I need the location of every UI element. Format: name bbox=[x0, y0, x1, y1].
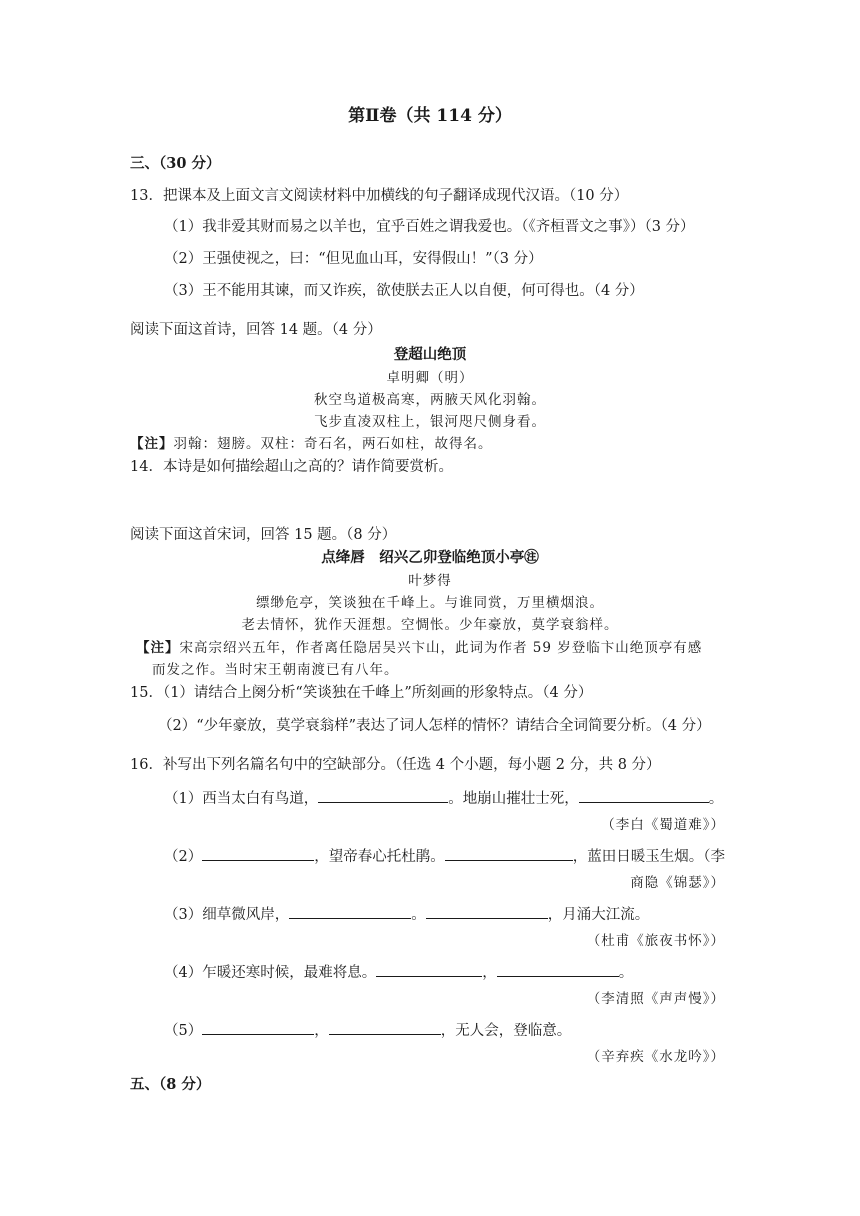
q16-item-2 bbox=[164, 844, 725, 867]
section-3-heading: 三、（30 分） bbox=[130, 155, 221, 172]
section-5-heading: 五、（8 分） bbox=[130, 1076, 211, 1093]
item-text: （2） bbox=[164, 849, 203, 865]
poem1-author: 卓明卿（明） bbox=[386, 370, 474, 386]
item-text: （1）西当太白有鸟道， bbox=[164, 791, 319, 807]
answer-blank[interactable] bbox=[426, 902, 548, 919]
answer-blank[interactable] bbox=[445, 844, 573, 861]
q16-item-4 bbox=[164, 960, 633, 983]
q13-item-2: （2）王强使视之，曰：“但见血山耳，安得假山！”（3 分） bbox=[164, 251, 543, 267]
q16-source-3: （杜甫《旅夜书怀》） bbox=[586, 933, 725, 949]
q16-source-2: 商隐《锦瑟》） bbox=[630, 875, 725, 891]
poem2-note-line-1 bbox=[136, 638, 702, 658]
item-text: 。 bbox=[618, 965, 634, 981]
poem2-line-1: 缥缈危亭，笑谈独在千峰上。与谁同赏，万里横烟浪。 bbox=[256, 595, 604, 611]
item-text: （3）细草微风岸， bbox=[164, 907, 290, 923]
item-text: （5） bbox=[164, 1023, 203, 1039]
q15-part-2: （2）“少年豪放，莫学衰翁样”表达了词人怎样的情怀？请结合全词简要分析。（4 分） bbox=[158, 718, 711, 734]
item-text: 。地崩山摧壮士死， bbox=[448, 791, 579, 807]
poem1-intro: 阅读下面这首诗，回答 14 题。（4 分） bbox=[130, 322, 382, 338]
answer-blank[interactable] bbox=[202, 844, 314, 861]
q16-source-5: （辛弃疾《水龙吟》） bbox=[586, 1049, 725, 1065]
item-text: ，蓝田日暖玉生烟。（李 bbox=[572, 849, 725, 865]
q16-source-4: （李清照《声声慢》） bbox=[586, 991, 725, 1007]
answer-blank[interactable] bbox=[202, 1018, 314, 1035]
poem2-note-line-2: 而发之作。当时宋王朝南渡已有八年。 bbox=[152, 662, 399, 678]
answer-blank[interactable] bbox=[329, 1018, 441, 1035]
item-text: 。 bbox=[411, 907, 426, 923]
item-text: （4）乍暖还寒时候，最难将息。 bbox=[164, 965, 377, 981]
item-text: ， bbox=[314, 1023, 329, 1039]
note-label: 【注】 bbox=[130, 436, 174, 452]
poem2-title: 点绛唇 绍兴乙卯登临绝顶小亭㊟ bbox=[321, 550, 539, 566]
poem2-intro: 阅读下面这首宋词，回答 15 题。（8 分） bbox=[130, 527, 397, 543]
item-text: ，望帝春心托杜鹃。 bbox=[314, 849, 445, 865]
poem1-note bbox=[130, 434, 493, 454]
q16-item-5 bbox=[164, 1018, 571, 1041]
part-title: 第Ⅱ卷（共 114 分） bbox=[348, 106, 512, 126]
answer-blank[interactable] bbox=[579, 786, 709, 803]
item-text: ，月涌大江流。 bbox=[547, 907, 650, 923]
q16-item-1 bbox=[164, 786, 723, 809]
item-text: ，无人会，登临意。 bbox=[440, 1023, 572, 1039]
q14-stem: 14．本诗是如何描绘超山之高的？请作简要赏析。 bbox=[130, 459, 453, 475]
q13-stem: 13．把课本及上面文言文阅读材料中加横线的句子翻译成现代汉语。（10 分） bbox=[130, 188, 629, 204]
note-text: 羽翰：翅膀。双柱：奇石名，两石如柱，故得名。 bbox=[173, 436, 493, 452]
q13-item-1: （1）我非爱其财而易之以羊也，宜乎百姓之谓我爱也。（《齐桓晋文之事》）（3 分） bbox=[164, 219, 695, 235]
q16-source-1: （李白《蜀道难》） bbox=[601, 817, 725, 833]
q16-item-3 bbox=[164, 902, 649, 925]
answer-blank[interactable] bbox=[289, 902, 411, 919]
poem2-line-2: 老去情怀，犹作天涯想。空惆怅。少年豪放，莫学衰翁样。 bbox=[241, 617, 619, 633]
item-text: ， bbox=[482, 965, 497, 981]
answer-blank[interactable] bbox=[318, 786, 448, 803]
q15-part-1: 15．（1）请结合上阕分析“笑谈独在千峰上”所刻画的形象特点。（4 分） bbox=[130, 685, 593, 701]
q16-stem: 16．补写出下列名篇名句中的空缺部分。（任选 4 个小题，每小题 2 分，共 8 分） bbox=[130, 757, 661, 773]
note-label: 【注】 bbox=[136, 640, 180, 656]
poem2-author: 叶梦得 bbox=[408, 573, 452, 589]
poem1-title: 登超山绝顶 bbox=[393, 347, 467, 363]
answer-blank[interactable] bbox=[376, 960, 482, 977]
poem1-line-2: 飞步直凌双柱上，银河咫尺侧身看。 bbox=[314, 414, 546, 430]
item-text: 。 bbox=[708, 791, 724, 807]
poem1-line-1: 秋空鸟道极高寒，两腋天风化羽翰。 bbox=[314, 392, 546, 408]
q13-item-3: （3）王不能用其谏，而又诈疾，欲使朕去正人以自便，何可得也。（4 分） bbox=[164, 283, 644, 299]
note-text: 宋高宗绍兴五年，作者离任隐居吴兴卞山，此词为作者 59 岁登临卞山绝顶亭有感 bbox=[179, 640, 703, 656]
answer-blank[interactable] bbox=[497, 960, 619, 977]
